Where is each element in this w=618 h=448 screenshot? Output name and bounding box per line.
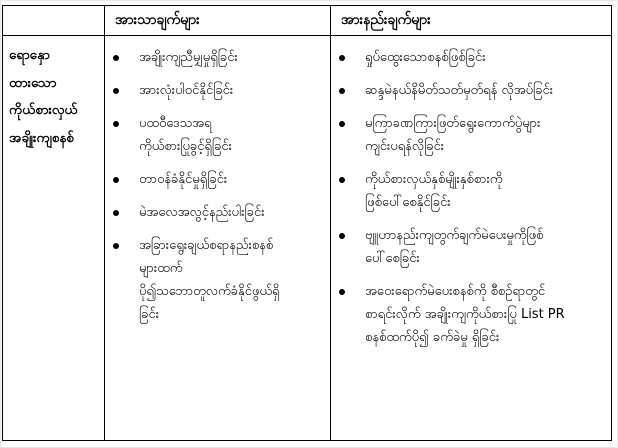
bullet-icon [113,55,119,61]
header-empty-cell [3,6,105,36]
list-item-text: အချိုးကျညီမျှမှုရှိခြင်း [139,50,238,65]
list-item-text: မဲအလေအလွင့်နည်းပါးခြင်း [139,205,265,220]
list-item-text: ကိုယ်စားလှယ်နှစ်မျိုးနှစ်စားကို [365,172,503,187]
list-item-text: ပေါ်စေခြင်း [365,251,420,266]
row-label-line: ရောနှော [9,47,50,63]
list-item-text: မကြာခဏကြားဖြတ်ရွေးကောက်ပွဲများ [365,116,541,131]
list-item-text: ရှုပ်ထွေးသောစနစ်ဖြစ်ခြင်း [365,50,486,65]
bullet-icon [113,210,119,216]
list-item [331,112,607,158]
list-item-text: ကိုယ်စားပြုခွင့်ရှိခြင်း [139,139,232,154]
advantages-list [105,36,330,326]
list-item [331,168,607,214]
list-item-text: ပို၍သဘောတူလက်ခံနိုင်ဖွယ်ရှိ [139,284,280,299]
header-advantages: အားသာချက်များ [105,6,331,36]
disadvantages-cell [331,36,612,441]
list-item [331,224,607,270]
bullet-icon [339,55,345,61]
list-item-text: ဖြစ်ပေါ်စေနိုင်ခြင်း [365,195,451,210]
list-item [331,280,607,349]
list-item [105,234,326,326]
header-disadvantages: အားနည်းချက်များ [331,6,612,36]
list-item [105,168,326,191]
bullet-icon [339,289,345,295]
list-item [105,79,326,102]
advantages-cell [105,36,331,441]
list-item-text: များထက် [139,261,183,276]
bullet-icon [339,121,345,127]
list-item-text: အားလုံးပါဝင်နိုင်ခြင်း [139,83,234,98]
row-label-line: ကိုယ်စားလှယ် [9,102,78,118]
list-item-text: ဗျူဟာနည်းကျတွက်ချက်မဲပေးမှုကိုဖြစ် [365,228,544,243]
list-item-text: ခြင်း [139,307,160,322]
list-item-text: စနစ်ထက်ပို၍ ခက်ခဲမှု ရှိခြင်း [365,330,500,345]
list-item-text: ဆန္ဒမဲနယ်နိမိတ်သတ်မှတ်ရန် လိုအပ်ခြင်း [365,83,554,98]
list-item-text: ကျင်းပရန်လိုခြင်း [365,139,445,154]
bullet-icon [113,177,119,183]
bullet-icon [339,233,345,239]
bullet-icon [113,121,119,127]
list-item-text: အဝေးရောက်မဲပေးစနစ်ကို စီစဥ်ရာတွင် [365,284,546,299]
row-label-line: ထားသော [9,74,57,91]
list-item [105,201,326,224]
bullet-icon [339,88,345,94]
list-item-text: စာရင်းလိုက် အချိုးကျကိုယ်စားပြု List PR [365,307,565,322]
bullet-icon [339,177,345,183]
list-item-text: တာဝန်ခံနိုင်မှုရှိခြင်း [139,172,228,187]
bullet-icon [113,243,119,249]
table-row [3,36,612,441]
row-label [3,36,104,152]
list-item [105,112,326,158]
list-item-text: ပထဝီဒေသအရ [139,116,212,131]
row-label-cell [3,36,105,441]
row-label-line: အချိုးကျစနစ် [9,129,75,146]
disadvantages-list [331,36,611,349]
list-item-text: အခြားရွေးချယ်စရာနည်းစနစ် [139,238,274,253]
comparison-table [2,5,612,441]
bullet-icon [113,88,119,94]
header-row [3,6,612,36]
list-item [331,46,607,69]
list-item [105,46,326,69]
list-item [331,79,607,102]
